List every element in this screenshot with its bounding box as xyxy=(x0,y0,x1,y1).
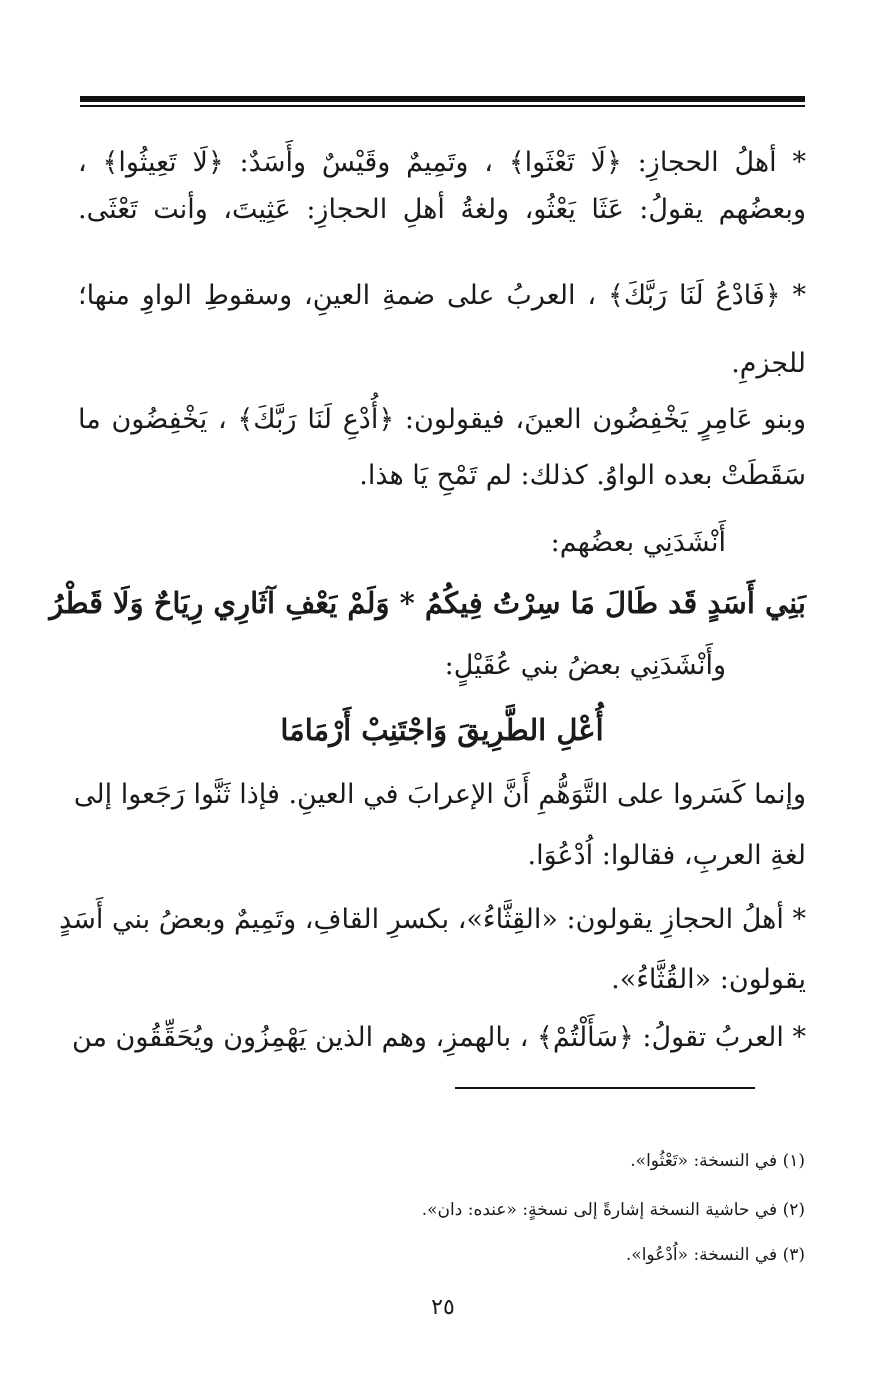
text-line: يقولون: «القُثَّاءُ». xyxy=(611,964,806,995)
verse-line: أُعْلِ الطَّرِيقَ وَاجْتَنِبْ أَرْمَامَا xyxy=(280,713,604,747)
text-line: وأَنْشَدَنِي بعضُ بني عُقَيْلٍ: xyxy=(444,650,726,681)
footnote: (١) في النسخة: «تَعْثُوا». xyxy=(630,1151,805,1171)
text-line: للجزمِ. xyxy=(731,348,806,379)
text-line: * أهلُ الحجازِ: ﴿لَا تَعْثَوا﴾ ، وتَمِيمٌ وقَيْسٌ وأَسَدٌ: ﴿لَا تَعِيثُوا﴾ ، xyxy=(78,147,806,178)
footnote: (٢) في حاشية النسخة إشارةً إلى نسخةٍ: «عنده: دان». xyxy=(421,1200,805,1220)
text-line: وإنما كَسَروا على التَّوَهُّمِ أَنَّ الإعرابَ في العينِ. فإذا ثَنَّوا رَجَعوا إلى xyxy=(73,779,806,810)
text-line: * أهلُ الحجازِ يقولون: «القِثَّاءُ»، بكسرِ القافِ، وتَمِيمٌ وبعضُ بني أَسَدٍ xyxy=(59,904,806,935)
text-line: لغةِ العربِ، فقالوا: اُدْعُوَا. xyxy=(527,840,806,871)
text-line: وبعضُهم يقولُ: عَثَا يَعْثُو، ولغةُ أهلِ الحجازِ: عَثِيتَ، وأنت تَعْثَى. xyxy=(78,194,806,225)
text-line: أَنْشَدَنِي بعضُهم: xyxy=(550,527,726,558)
text-line: سَقَطَتْ بعده الواوُ. كذلك: لم تَمْحِ يَا هذا. xyxy=(359,460,806,491)
footnote: (٣) في النسخة: «اُدْعُوا». xyxy=(625,1245,805,1265)
text-line: وبنو عَامِرٍ يَخْفِضُون العينَ، فيقولون: ﴿أُدْعِ لَنَا رَبَّكَ﴾ ، يَخْفِضُون ما xyxy=(78,404,806,435)
header-rule-thick xyxy=(80,96,805,102)
footnote-rule xyxy=(455,1087,755,1089)
header-rule-thin xyxy=(80,105,805,107)
page-number: ٢٥ xyxy=(431,1295,455,1320)
text-line: * ﴿فَادْعُ لَنَا رَبَّكَ﴾ ، العربُ على ضمةِ العينِ، وسقوطِ الواوِ منها؛ xyxy=(78,280,806,311)
text-line: * العربُ تقولُ: ﴿سَأَلْتُمْ﴾ ، بالهمزِ، وهم الذين يَهْمِزُون ويُحَقِّقُون من xyxy=(71,1022,806,1053)
verse-line: بَنِي أَسَدٍ قَد طَالَ مَا سِرْتُ فِيكُمُ * وَلَمْ يَعْفِ آثَارِي رِيَاحٌ وَلَا قَطْرُ xyxy=(49,586,806,620)
